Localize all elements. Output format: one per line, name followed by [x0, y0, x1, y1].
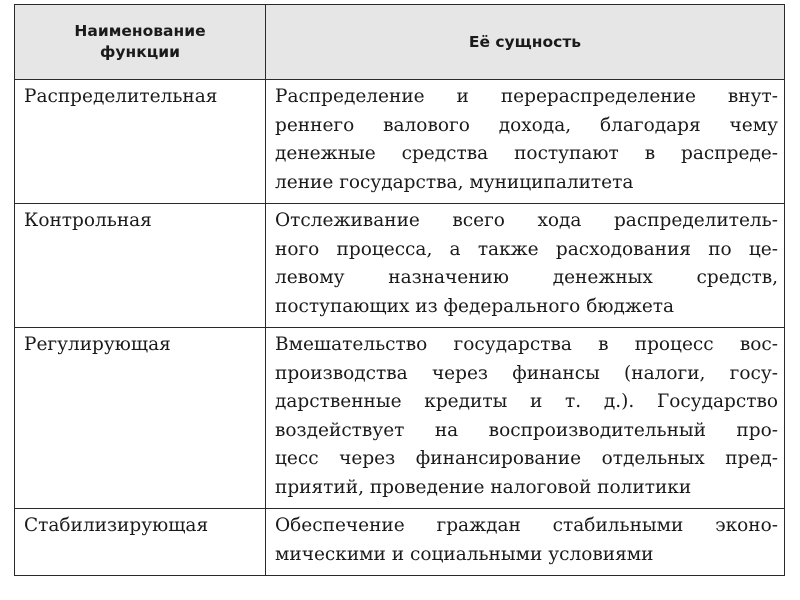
- header-function-name-line1: Наименование: [74, 22, 206, 40]
- page: [14, 4, 784, 576]
- description-line: дарственные кредиты и т. д.). Государство: [275, 391, 778, 412]
- functions-table: [14, 4, 785, 576]
- description-line: производства через финансы (налоги, госу-: [275, 362, 778, 384]
- function-name: Регулирующая: [15, 328, 266, 509]
- description-line: Вмешательство государства в процесс вос-: [275, 334, 778, 355]
- table-row: [15, 80, 785, 204]
- table-row: [15, 328, 785, 509]
- description-line: реннего валового дохода, благодаря чему: [275, 114, 778, 136]
- function-description: [266, 204, 785, 328]
- function-name: Стабилизирующая: [15, 509, 266, 576]
- function-name: Распределительная: [15, 80, 266, 204]
- function-description: [266, 80, 785, 204]
- description-line: поступающих из федерального бюджета: [275, 295, 675, 317]
- table-header-row: [15, 5, 785, 80]
- description-line: Распределение и перераспределение внут-: [275, 86, 778, 107]
- description-line: левому назначению денежных средств,: [275, 267, 778, 288]
- description-line: приятий, проведение налоговой политики: [275, 476, 692, 498]
- description-line: ного процесса, а также расходования по це-: [275, 238, 778, 260]
- description-line: денежные средства поступают в распреде-: [275, 143, 778, 164]
- description-line: воздействует на воспроизводительный про-: [275, 419, 778, 441]
- function-name: Контрольная: [15, 204, 266, 328]
- table-row: [15, 509, 785, 576]
- header-function-name: [15, 5, 266, 80]
- function-description: [266, 328, 785, 509]
- description-line: мическими и социальными условиями: [275, 543, 654, 565]
- table-row: [15, 204, 785, 328]
- description-line: Обеспечение граждан стабильными эконо-: [275, 515, 778, 536]
- header-function-name-line2: функции: [100, 43, 180, 61]
- header-essence: Её сущность: [266, 5, 785, 80]
- description-line: ление государства, муниципалитета: [275, 171, 634, 193]
- description-line: Отслеживание всего хода распределитель-: [275, 210, 778, 231]
- description-line: цесс через финансирование отдельных пред-: [275, 448, 778, 469]
- function-description: [266, 509, 785, 576]
